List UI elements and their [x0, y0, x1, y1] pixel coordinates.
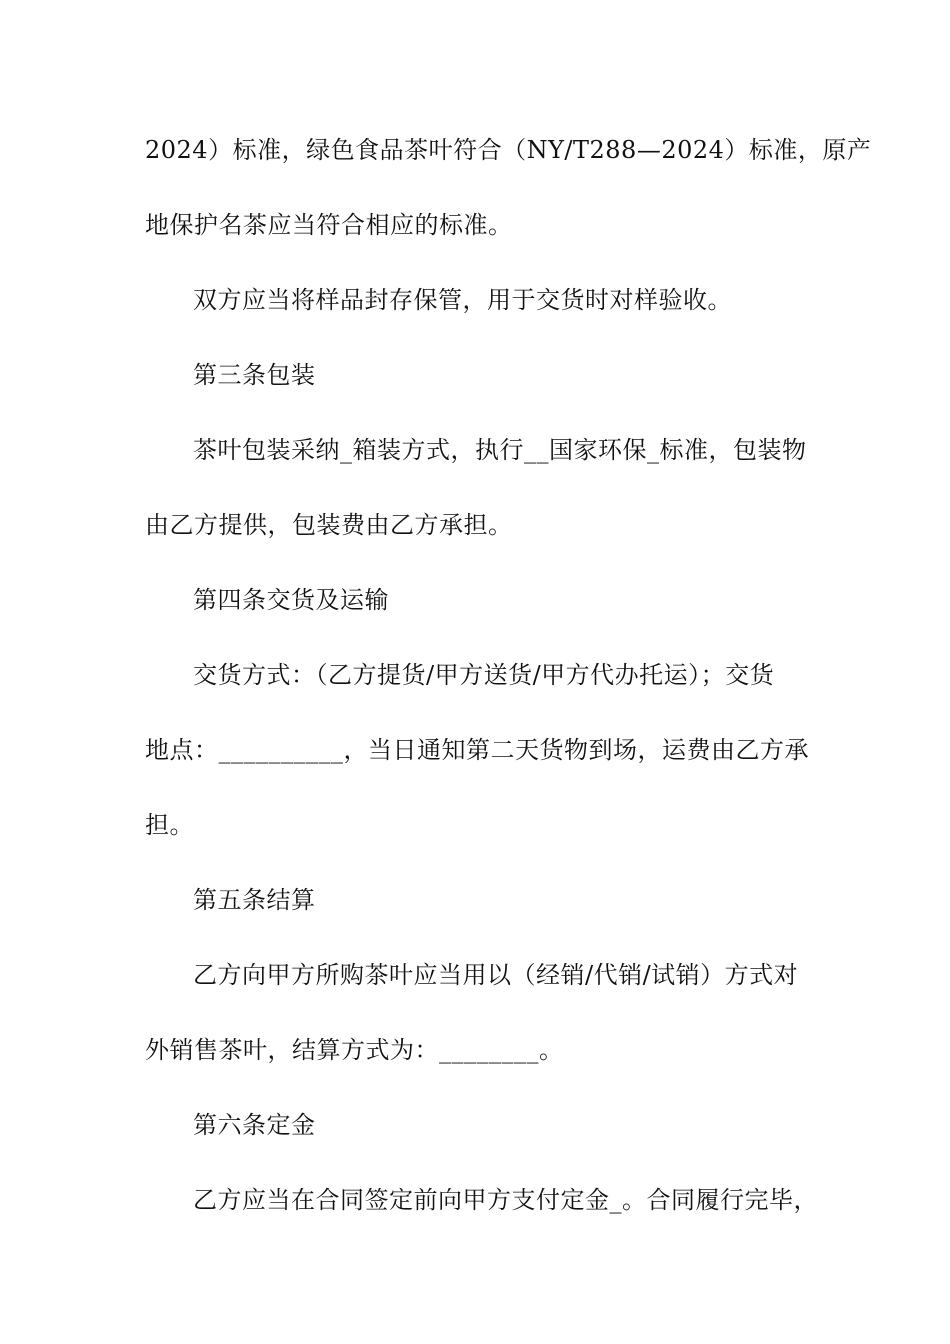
text-line-deposit: 乙方应当在合同签定前向甲方支付定金_。合同履行完毕，	[193, 1186, 818, 1214]
heading-article-3: 第三条包装	[193, 361, 316, 389]
text-line-packaging: 茶叶包装采纳_箱装方式，执行__国家环保_标准，包装物	[193, 436, 807, 464]
text-line-origin-tea: 地保护名茶应当符合相应的标准。	[145, 211, 513, 239]
text-line-standards: 2024）标准，绿色食品茶叶符合（NY/T288—2024）标准，原产	[145, 136, 872, 164]
heading-article-4: 第四条交货及运输	[193, 586, 389, 614]
text-line-delivery-method: 交货方式：（乙方提货/甲方送货/甲方代办托运）；交货	[193, 661, 775, 689]
heading-article-5: 第五条结算	[193, 886, 316, 914]
text-line-delivery-place: 地点：__________，当日通知第二天货物到场，运费由乙方承	[145, 736, 809, 764]
text-line-sample-storage: 双方应当将样品封存保管，用于交货时对样验收。	[193, 286, 732, 314]
text-line-packaging-cost: 由乙方提供，包装费由乙方承担。	[145, 511, 513, 539]
text-line-settlement-method: 外销售茶叶，结算方式为：________。	[145, 1036, 564, 1064]
text-line-settlement: 乙方向甲方所购茶叶应当用以（经销/代销/试销）方式对	[193, 961, 799, 989]
text-line-delivery-end: 担。	[145, 811, 194, 839]
heading-article-6: 第六条定金	[193, 1111, 316, 1139]
